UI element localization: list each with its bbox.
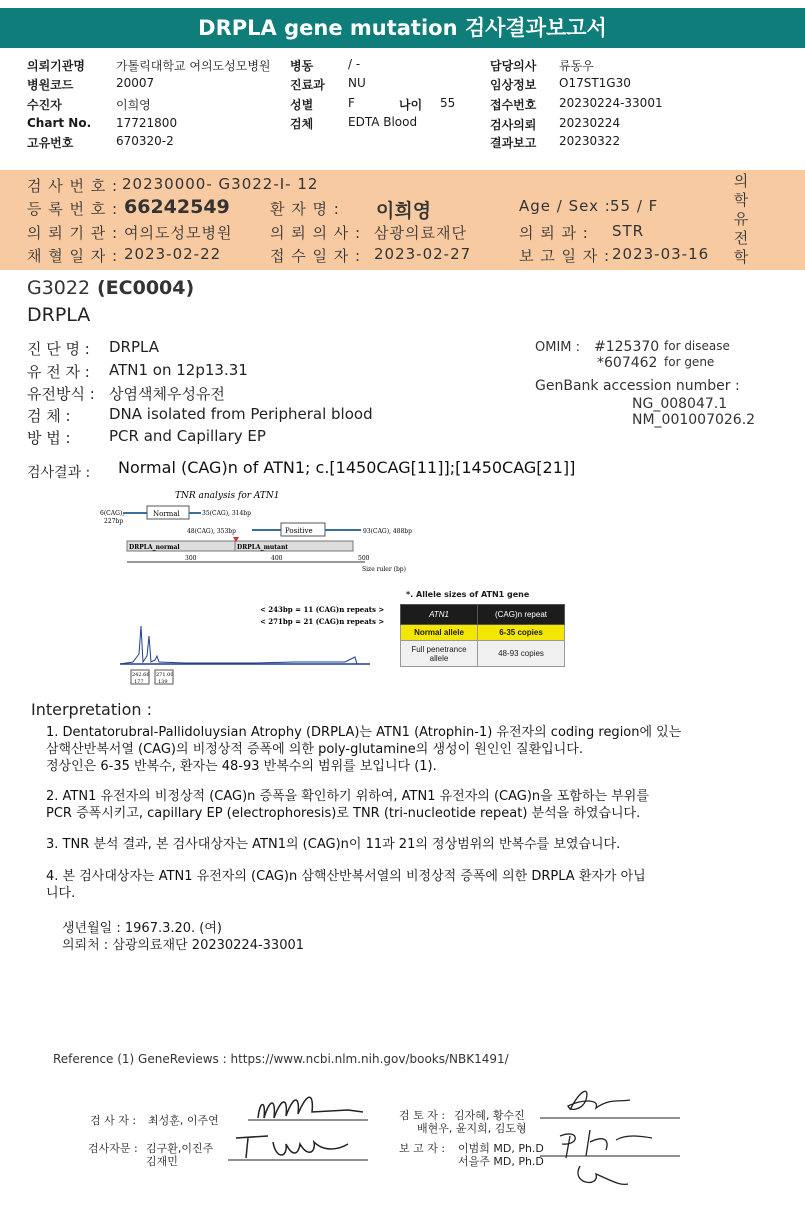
test-code: G3022 xyxy=(27,277,91,299)
header-col3-value: 20230224-33001 xyxy=(559,96,663,110)
label-35cag: 35(CAG), 314bp xyxy=(202,510,251,517)
omim-gene: *607462 xyxy=(597,355,658,371)
header-col3-value: 20230322 xyxy=(559,134,621,148)
allele-header-repeat: (CAG)n repeat xyxy=(478,605,565,625)
advisor-names-1: 김구환,이진주 xyxy=(146,1142,214,1155)
interpretation-p2-line: PCR 증폭시키고, capillary EP (electrophoresis)로 TNR (tri-nucleotide repeat) 분석을 하였습니다. xyxy=(46,806,641,821)
allele-table-title: *. Allele sizes of ATN1 gene xyxy=(406,590,530,599)
test-row-label: 유 전 자 : xyxy=(27,363,90,381)
result-text: Normal (CAG)n of ATN1; c.[1450CAG[11]];[1450CAG[21]] xyxy=(118,458,576,477)
interpretation-p1-line: 정상인은 6-35 반복수, 환자는 48-93 반복수의 범위를 보입니다 (1). xyxy=(46,759,437,774)
header-col3-value: O17ST1G30 xyxy=(559,76,631,90)
reporter-label: 보 고 자 : xyxy=(399,1142,446,1155)
header-col3-value: 20230224 xyxy=(559,116,621,130)
normal-box-label: Normal xyxy=(153,510,180,518)
age-value: 55 xyxy=(440,96,456,110)
age-label: 나이 xyxy=(399,98,423,112)
header-col2-label: 진료과 xyxy=(290,78,325,92)
header-col1-value: 17721800 xyxy=(116,116,178,130)
reg-no: 66242549 xyxy=(124,196,230,218)
label-93cag: 93(CAG), 488bp xyxy=(363,528,412,535)
collect-label: 채 혈 일 자 : xyxy=(27,247,119,265)
test-row-value: DRPLA xyxy=(109,338,159,356)
reg-no-label: 등 록 번 호 : xyxy=(27,200,119,218)
tick-400: 400 xyxy=(271,555,283,562)
peak1-height: 177 xyxy=(134,679,144,685)
result-label: 검사결과 : xyxy=(27,465,91,481)
label-227bp: 227bp xyxy=(104,518,124,525)
reviewer-signatures xyxy=(540,1080,690,1190)
test-row-label: 유전방식 : xyxy=(27,385,95,403)
drpla-mutant-label: DRPLA_mutant xyxy=(237,544,289,551)
header-col1-value: 가톨릭대학교 여의도성모병원 xyxy=(116,59,271,73)
vertical-char: 전 xyxy=(733,229,749,247)
header-col2-value: F xyxy=(348,96,355,110)
peak2-size: 271.00 xyxy=(156,672,174,678)
patient-label: 환 자 명 : xyxy=(270,200,340,218)
header-col2-label: 성별 xyxy=(290,98,314,112)
signature-5 xyxy=(578,1166,628,1184)
header-col2-value: EDTA Blood xyxy=(348,115,418,129)
date-of-birth: 생년월일 : 1967.3.20. (여) xyxy=(62,921,223,936)
test-name: DRPLA xyxy=(27,304,91,326)
reference: Reference (1) GeneReviews : https://www.ncbi.nlm.nih.gov/books/NBK1491/ xyxy=(53,1052,509,1066)
vertical-char: 학 xyxy=(733,191,749,209)
drpla-normal-label: DRPLA_normal xyxy=(129,544,180,551)
agesex-label: Age / Sex : xyxy=(519,197,611,215)
header-col1-label: Chart No. xyxy=(27,116,92,130)
header-col3-label: 임상정보 xyxy=(490,78,537,92)
reporter-names-1: 이범희 MD, Ph.D xyxy=(458,1142,544,1155)
interpretation-p4-line: 4. 본 검사대상자는 ATN1 유전자의 (CAG)n 삼핵산반복서열의 비정상적 증폭에 의한 DRPLA 환자가 아닙 xyxy=(46,869,646,884)
header-col3-value: 류동우 xyxy=(559,59,594,73)
examiner-signatures xyxy=(228,1080,378,1170)
interpretation-p1-line: 1. Dentatorubral-Pallidoluysian Atrophy (DRPLA)는 ATN1 (Atrophin-1) 유전자의 coding region에 있는 xyxy=(46,725,682,740)
genbank-label: GenBank accession number : xyxy=(535,378,740,394)
header-col1-value: 670320-2 xyxy=(116,134,174,148)
size-ruler-label: Size ruler (bp) xyxy=(362,566,406,573)
figure-title: TNR analysis for ATN1 xyxy=(175,491,280,501)
examiner-names: 최성훈, 이주연 xyxy=(148,1114,219,1127)
interpretation-p2-line: 2. ATN1 유전자의 비정상적 (CAG)n 증폭을 확인하기 위하여, ATN1 유전자의 (CAG)n을 포함하는 부위를 xyxy=(46,789,649,804)
allele-header-gene: ATN1 xyxy=(401,605,478,625)
header-col2-label: 검체 xyxy=(290,117,314,131)
interpretation-p4-line: 니다. xyxy=(46,886,76,901)
dept: STR xyxy=(612,222,645,240)
patient-name: 이희영 xyxy=(376,200,432,222)
receive-date: 2023-02-27 xyxy=(374,245,472,263)
header-col1-label: 고유번호 xyxy=(27,136,74,150)
reviewer-names-1: 김자혜, 황수진 xyxy=(454,1109,525,1122)
allele-table xyxy=(400,604,565,667)
department-vertical-label xyxy=(733,172,749,267)
interpretation-heading: Interpretation : xyxy=(31,700,152,719)
omim-disease-note: for disease xyxy=(664,339,730,353)
signature-2 xyxy=(236,1136,348,1158)
repeat-label-1: < 243bp = 11 (CAG)n repeats > xyxy=(260,605,385,614)
header-col2-label: 병동 xyxy=(290,59,314,73)
vertical-char: 의 xyxy=(733,172,749,190)
report-label: 보 고 일 자 : xyxy=(519,247,611,265)
advisor-label: 검사자문 : xyxy=(88,1142,138,1155)
signature-4 xyxy=(560,1130,652,1158)
advisor-names-2: 김재민 xyxy=(146,1155,178,1168)
reviewer-names-2: 배현우, 윤지희, 김도형 xyxy=(417,1122,527,1135)
electropherogram-trace xyxy=(120,626,370,664)
omim-disease: #125370 xyxy=(594,339,660,355)
header-col3-label: 접수번호 xyxy=(490,98,537,112)
peak1-size: 242.66 xyxy=(132,672,150,678)
genbank-1: NG_008047.1 xyxy=(632,396,728,412)
header-col3-label: 검사의뢰 xyxy=(490,118,537,132)
tick-500: 500 xyxy=(358,555,370,562)
agesex: 55 / F xyxy=(610,197,659,215)
label-6cag: 6(CAG), xyxy=(100,510,125,517)
test-row-label: 검 체 : xyxy=(27,407,71,425)
signature-3 xyxy=(568,1091,630,1110)
allele-normal-name: Normal allele xyxy=(401,625,478,641)
receive-label: 접 수 일 자 : xyxy=(270,247,362,265)
tick-300: 300 xyxy=(185,555,197,562)
collect-date: 2023-02-22 xyxy=(124,245,222,263)
header-col2-value: NU xyxy=(348,76,366,90)
interpretation-p3-line: 3. TNR 분석 결과, 본 검사대상자는 ATN1의 (CAG)n이 11과 21의 정상범위의 반복수를 보였습니다. xyxy=(46,837,621,852)
test-row-label: 진 단 명 : xyxy=(27,340,90,358)
test-row-value: 상염색체우성유전 xyxy=(109,385,225,403)
referrer: 의뢰처 : 삼광의료재단 20230224-33001 xyxy=(62,938,305,953)
doctor-label: 의 뢰 의 사 : xyxy=(270,224,362,242)
allele-normal-value: 6-35 copies xyxy=(478,625,565,641)
allele-full-name: Full penetrance allele xyxy=(401,641,478,667)
doctor: 삼광의료재단 xyxy=(374,224,467,242)
test-row-value: ATN1 on 12p13.31 xyxy=(109,361,248,379)
inst: 여의도성모병원 xyxy=(124,224,233,242)
exam-no: 20230000- G3022-I- 12 xyxy=(122,175,319,193)
examiner-label: 검 사 자 : xyxy=(90,1114,137,1127)
reviewer-label: 검 토 자 : xyxy=(399,1109,446,1122)
inst-label: 의 뢰 기 관 : xyxy=(27,224,119,242)
report-title: DRPLA gene mutation 검사결과보고서 xyxy=(0,8,805,48)
interpretation-p1-line: 삼핵산반복서열 (CAG)의 비정상적 증폭에 의한 poly-glutamine의 생성이 원인인 질환입니다. xyxy=(46,742,583,757)
header-col2-value: / - xyxy=(348,57,361,71)
repeat-label-2: < 271bp = 21 (CAG)n repeats > xyxy=(260,617,385,626)
test-row-label: 방 법 : xyxy=(27,429,71,447)
header-col1-value: 이희영 xyxy=(116,98,151,112)
exam-no-label: 검 사 번 호 : xyxy=(27,177,119,195)
header-col3-label: 결과보고 xyxy=(490,136,537,150)
label-48cag: 48(CAG), 353bp xyxy=(187,528,236,535)
omim-label: OMIM : xyxy=(535,340,581,355)
test-code-paren: (EC0004) xyxy=(97,277,195,299)
vertical-char: 학 xyxy=(733,248,749,266)
dept-label: 의 뢰 과 : xyxy=(519,224,589,242)
header-col1-label: 의뢰기관명 xyxy=(27,59,85,73)
test-row-value: PCR and Capillary EP xyxy=(109,427,266,445)
allele-full-value: 48-93 copies xyxy=(478,641,565,667)
positive-box-label: Positive xyxy=(285,527,313,535)
reporter-names-2: 서을주 MD, Ph.D xyxy=(458,1155,544,1168)
test-row-value: DNA isolated from Peripheral blood xyxy=(109,405,373,423)
header-col1-label: 수진자 xyxy=(27,98,62,112)
genbank-2: NM_001007026.2 xyxy=(632,412,756,428)
peak2-height: 139 xyxy=(158,679,168,685)
header-col3-label: 담당의사 xyxy=(490,59,537,73)
report-date: 2023-03-16 xyxy=(612,245,710,263)
signature-1 xyxy=(258,1097,363,1118)
header-col1-label: 병원코드 xyxy=(27,78,74,92)
vertical-char: 유 xyxy=(733,210,749,228)
omim-gene-note: for gene xyxy=(664,355,715,369)
header-col1-value: 20007 xyxy=(116,76,155,90)
